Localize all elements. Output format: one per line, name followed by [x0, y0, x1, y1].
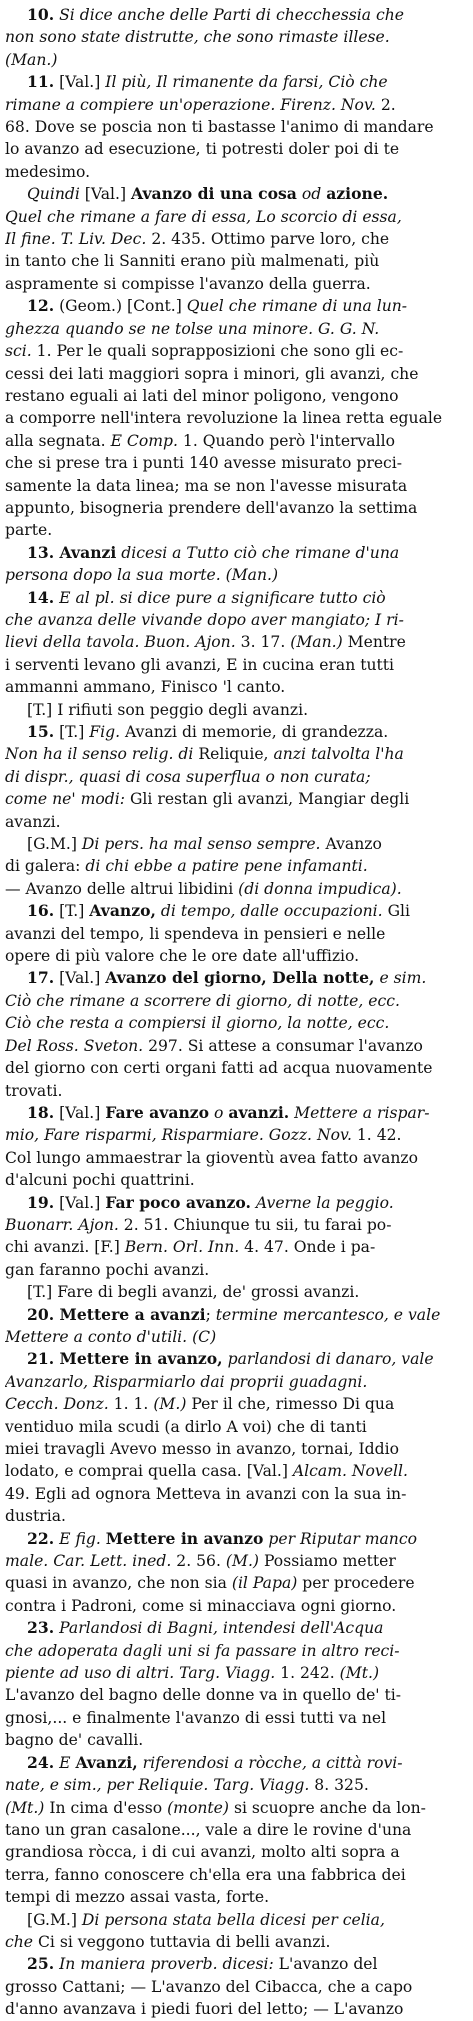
text-line: nate, e sim., per Reliquie. Targ. Viagg. 8. 325.	[5, 1776, 369, 1795]
text-line: ammanni ammano, Finisco 'l canto.	[5, 678, 286, 697]
text-line: Col lungo ammaestrar la gioventù avea fatto avanzo	[5, 1148, 419, 1167]
text-line: 23. Parlandosi di Bagni, intendesi dell'Acqua	[27, 1618, 384, 1638]
text-line: [G.M.] Di persona stata bella dicesi per celia,	[27, 1910, 385, 1929]
text-line: 49. Egli ad ognora Metteva in avanzi con la sua in-	[5, 1484, 407, 1503]
text-line: d'alcuni pochi quattrini.	[5, 1171, 195, 1190]
text-line: di dispr., quasi di cosa superflua o non curata;	[5, 767, 371, 786]
text-line: 12. (Geom.) [Cont.] Quel che rimane di una lun-	[27, 296, 408, 316]
text-line: 21. Mettere in avanzo, parlandosi di danaro, vale	[27, 1349, 434, 1369]
text-line: 14. E al pl. si dice pure a significare tutto ciò	[27, 587, 386, 607]
text-line: grandiosa ròcca, i di cui avanzi, molto alti sopra a	[5, 1843, 400, 1862]
text-line: tano un gran casalone..., vale a dire le rovine d'una	[5, 1820, 412, 1839]
text-line: (Mt.) In cima d'esso (monte) si scuopre anche da lon-	[5, 1798, 426, 1817]
text-line: 16. [T.] Avanzo, di tempo, dalle occupazioni. Gli	[27, 901, 410, 921]
text-line: [T.] I rifiuti son peggio degli avanzi.	[27, 700, 309, 719]
text-line: trovati.	[5, 1081, 63, 1100]
text-line: medesimo.	[5, 162, 91, 181]
text-line: 22. E fig. Mettere in avanzo per Riputar manco	[27, 1528, 417, 1548]
text-line: persona dopo la sua morte. (Man.)	[5, 566, 279, 585]
text-line: 19. [Val.] Far poco avanzo. Averne la peggio.	[27, 1192, 394, 1212]
text-line: alla segnata. E Comp. 1. Quando però l'intervallo	[5, 431, 395, 450]
text-line: bagno de' cavalli.	[5, 1731, 144, 1750]
text-line: Quindi [Val.] Avanzo di una cosa od azione.	[27, 184, 389, 204]
text-line: miei travagli Avevo messo in avanzo, tornai, Iddio	[5, 1440, 399, 1458]
text-line: cessi dei lati maggiori sopra i minori, gli avanzi, che	[5, 364, 419, 383]
text-line: gnosi,... e finalmente l'avanzo di essi tutti va nel	[5, 1708, 387, 1727]
text-line: piente ad uso di altri. Targ. Viagg. 1. 242. (Mt.)	[5, 1664, 380, 1683]
text-line: che avanza delle vivande dopo aver mangiato; I ri-	[5, 610, 404, 629]
text-line: 20. Mettere a avanzi; termine mercantesco, e vale	[27, 1304, 441, 1324]
text-line: lievi della tavola. Buon. Ajon. 3. 17. (Man.) Mentre	[5, 633, 406, 652]
text-line: tempi di mezzo assai vasta, forte.	[5, 1888, 270, 1907]
text-line: L'avanzo del bagno delle donne va in quello de' ti-	[5, 1686, 402, 1705]
text-line: (Man.)	[5, 50, 58, 69]
text-line: gan faranno pochi avanzi.	[5, 1260, 210, 1279]
text-line: avanzi del tempo, li spendeva in pensieri e nelle	[5, 924, 386, 943]
text-line: 25. In maniera proverb. dicesi: L'avanzo del	[27, 1954, 378, 1974]
text-line: 10. Si dice anche delle Parti di checchessia che	[27, 5, 404, 24]
text-line: appunto, bisogneria prendere dell'avanzo la settima	[5, 498, 418, 517]
text-line: chi avanzi. [F.] Bern. Orl. Inn. 4. 47. Onde i pa-	[5, 1238, 376, 1257]
text-line: ventiduo mila scudi (a dirlo A voi) che di tanti	[5, 1417, 367, 1436]
text-line: in tanto che li Sanniti erano più malmenati, più	[5, 252, 380, 271]
text-line: a comporre nell'intera revoluzione la linea retta eguale	[5, 409, 443, 428]
text-line: Del Ross. Sveton. 297. Si attese a consumar l'avanzo	[5, 1036, 423, 1055]
text-line: Non ha il senso relig. di Reliquie, anzi talvolta l'ha	[5, 745, 404, 764]
text-line: aspramente si compisse l'avanzo della guerra.	[5, 274, 371, 293]
text-line: che adoperata dagli uni si fa passare in altro reci-	[5, 1641, 400, 1660]
text-line: mio, Fare risparmi, Risparmiare. Gozz. Nov. 1. 42.	[5, 1126, 402, 1145]
text-line: Quel che rimane a fare di essa, Lo scorcio di essa,	[5, 207, 402, 226]
text-line: di galera: di chi ebbe a patire pene infamanti.	[5, 857, 368, 876]
text-line: che Ci si veggono tuttavia di belli avanzi.	[5, 1932, 331, 1951]
text-line: restano eguali ai lati del minor poligono, vengono	[5, 386, 399, 405]
text-line: 15. [T.] Fig. Avanzi di memorie, di grandezza.	[27, 722, 389, 741]
text-line: 17. [Val.] Avanzo del giorno, Della notte, e sim.	[27, 968, 427, 988]
text-line: 18. [Val.] Fare avanzo o avanzi. Mettere a rispar-	[27, 1102, 430, 1122]
text-line: Ciò che rimane a scorrere di giorno, di notte, ecc.	[5, 991, 400, 1010]
text-line: 13. Avanzi dicesi a Tutto ciò che rimane d'una	[27, 542, 400, 562]
text-line: sci. 1. Per le quali soprapposizioni che sono gli ec-	[5, 342, 404, 361]
text-line: [G.M.] Di pers. ha mal senso sempre. Avanzo	[27, 835, 382, 854]
text-line: dustria.	[5, 1507, 66, 1526]
text-line: — Avanzo delle altrui libidini (di donna impudica).	[5, 879, 402, 898]
text-line: lodato, e comprai quella casa. [Val.] Alcam. Novell.	[5, 1462, 408, 1481]
text-line: che si prese tra i punti 140 avesse misurato preci-	[5, 454, 403, 473]
text-line: terra, fanno conoscere ch'ella era una fabbrica dei	[5, 1865, 406, 1884]
text-line: Mettere a conto d'utili. (C)	[5, 1327, 217, 1346]
text-line: quasi in avanzo, che non sia (il Papa) per procedere	[5, 1574, 415, 1593]
text-line: i serventi levano gli avanzi, E in cucina eran tutti	[5, 655, 395, 674]
text-line: Cecch. Donz. 1. 1. (M.) Per il che, rimesso Di qua	[5, 1395, 395, 1414]
text-line: [T.] Fare di begli avanzi, de' grossi avanzi.	[27, 1283, 360, 1302]
text-line: Buonarr. Ajon. 2. 51. Chiunque tu sii, tu farai po-	[5, 1215, 392, 1234]
text-line: samente la data linea; ma se non l'avesse misurata	[5, 476, 408, 495]
text-line: Avanzarlo, Risparmiarlo dai proprii guadagni.	[5, 1372, 368, 1391]
text-line: Il fine. T. Liv. Dec. 2. 435. Ottimo parve loro, che	[5, 230, 390, 249]
text-line: rimane a compiere un'operazione. Firenz. Nov. 2.	[5, 95, 396, 114]
entry-text	[5, 4, 467, 2021]
text-line: Ciò che resta a compiersi il giorno, la notte, ecc.	[5, 1014, 390, 1033]
text-line: parte.	[5, 521, 53, 540]
text-line: d'anno avanzava i piedi fuori del letto; — L'avanzo	[5, 2000, 404, 2019]
text-line: lo avanzo ad esecuzione, ti potresti doler poi di te	[5, 140, 400, 159]
text-line: grosso Cattani; — L'avanzo del Cibacca, che a capo	[5, 1977, 413, 1996]
text-line: del giorno con certi organi fatti ad acqua nuovamente	[5, 1059, 433, 1078]
text-line: avanzi.	[5, 812, 61, 831]
text-line: 68. Dove se poscia non ti bastasse l'animo di mandare	[5, 118, 434, 137]
text-line: ghezza quando se ne tolse una minore. G. G. N.	[5, 319, 380, 338]
text-line: 11. [Val.] Il più, Il rimanente da farsi, Ciò che	[27, 72, 388, 92]
text-line: contra i Padroni, come si minacciava ogni giorno.	[5, 1596, 397, 1615]
text-line: 24. E Avanzi, riferendosi a ròcche, a città rovi-	[27, 1752, 403, 1772]
text-line: come ne' modi: Gli restan gli avanzi, Mangiar degli	[5, 790, 410, 809]
text-line: non sono state distrutte, che sono rimaste illese.	[5, 28, 390, 47]
text-line: opere di più valore che le ore date all'uffizio.	[5, 947, 360, 966]
text-line: male. Car. Lett. ined. 2. 56. (M.) Possiamo metter	[5, 1552, 396, 1571]
